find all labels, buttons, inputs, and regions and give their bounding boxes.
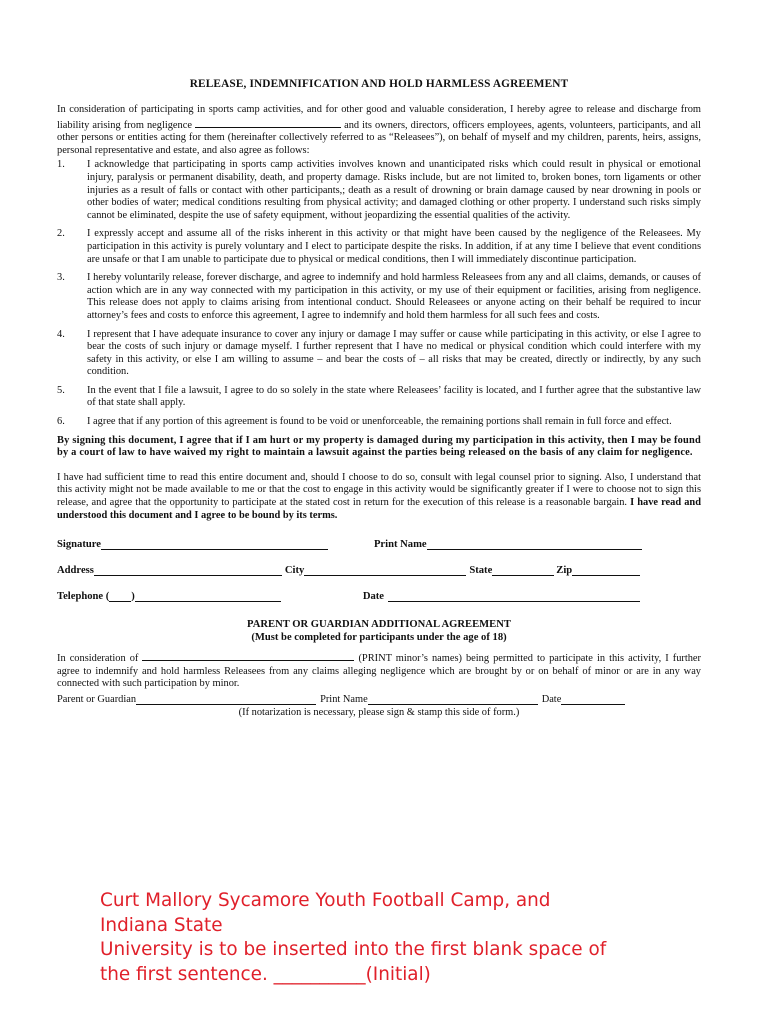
document-title: RELEASE, INDEMNIFICATION AND HOLD HARMLESS AGREEMENT — [189, 78, 569, 90]
item-number: 2. — [57, 228, 65, 240]
parent-paragraph — [57, 650, 701, 691]
address-label: Address — [57, 565, 94, 577]
signature-field[interactable] — [101, 538, 328, 550]
item-number: 1. — [57, 159, 65, 171]
item-text: I expressly accept and assume all of the risks inherent in this activity or that might have been caused by the negligence of the Releasees. My participation in this activity is purely voluntary and I elect to participate despite the risks. In addition, if at any time I believe that event conditions are unsafe or that I am unable to participate due to physical or medical conditions, then I will immediately discontinue participation. — [87, 228, 701, 265]
item-text: I hereby voluntarily release, forever discharge, and agree to indemnify and hold harmless Releasees from any and all claims, demands, or causes of action which are in any way connected with my participation in this activity, or my use of their equipment or facilities, arising from negligence. This release does not apply to claims arising from intentional conduct. Should Releasees or anyone acting on their behalf be required to incur attorney’s fees and costs to enforce this agreement, I agree to indemnify and hold them harmless for all such fees and costs. — [87, 272, 701, 321]
date-label: Date — [362, 591, 385, 603]
item-text: I represent that I have adequate insurance to cover any injury or damage I may suffer or cause while participating in this activity, or else I agree to bear the costs of such injury or damage myself. I further represent that I have no medical or physical condition which could interfere with my safety in this activity, or else I am willing to assume – and bear the costs of – all risks that may be created, directly or indirectly, by any such condition. — [87, 328, 701, 378]
address-row — [57, 564, 701, 576]
item-number: 4. — [57, 328, 65, 340]
signature-label: Signature — [57, 539, 101, 551]
list-item — [57, 385, 701, 410]
guardian-date-field[interactable] — [561, 693, 625, 705]
item-text: I acknowledge that participating in sports camp activities involves known and unanticipated risks which could result in physical or emotional injury, paralysis or permanent disability, death, and property damage. Risks include, but are not limited to, broken bones, torn ligaments or other injuries as a result of falls or contact with other participants,; death as a result of drowning or brain damage caused by near drowning in pools or other bodies of water; medical conditions resulting from physical activity; and damaged clothing or other property. I understand such risks simply cannot be eliminated, despite the use of safety equipment, without jeopardizing the essential qualities of the activity. — [87, 159, 701, 221]
zip-field[interactable] — [572, 564, 640, 576]
guardian-signature-field[interactable] — [136, 693, 316, 705]
parent-title: PARENT OR GUARDIAN ADDITIONAL AGREEMENT — [247, 619, 511, 631]
parent-text-part2: (PRINT minor’s names) being permitted to participate in this activity, I further agree to indemnify and hold harmless Releasees from any claims alleging negligence which are brought by or on behalf of minor or are in any way connected with such participation by minor. — [57, 653, 702, 690]
area-code-field[interactable] — [109, 590, 131, 602]
parent-section-title — [57, 618, 701, 644]
item-text: I agree that if any portion of this agreement is found to be void or unenforceable, the remaining portions shall remain in full force and effect. — [87, 416, 672, 428]
date-field[interactable] — [388, 590, 640, 602]
list-item — [57, 272, 701, 322]
acknowledgment-bold-text: I have read and understood this document and I agree to be bound by its terms. — [57, 497, 701, 521]
intro-text-part2: and its owners, directors, officers employees, agents, volunteers, participants, and all other persons or entities acting for them (hereinafter collectively referred to as “Releasees”), on behalf of myself and my children, parents, heirs, assigns, personal representative and estate, and also agree as follows: — [57, 119, 701, 156]
signing-statement: By signing this document, I agree that if I am hurt or my property is damaged during my participation in this activity, then I may be found by a court of law to have waived my right to maintain a lawsuit against the parties being released on the basis of any claim for negligence. — [57, 434, 701, 459]
list-item — [57, 329, 701, 379]
intro-paragraph — [57, 104, 701, 157]
state-field[interactable] — [492, 564, 554, 576]
telephone-label: Telephone ( — [57, 591, 110, 603]
inserted-instruction-note — [100, 889, 620, 987]
note-line-2: University is to be inserted into the first blank space of the first sentence. __________(Initial) — [100, 939, 607, 985]
signature-row — [57, 538, 701, 550]
notarization-note: (If notarization is necessary, please sign & stamp this side of form.) — [238, 707, 520, 718]
agreement-body — [57, 78, 701, 718]
state-label: State — [469, 565, 493, 577]
list-item — [57, 416, 701, 429]
item-number: 5. — [57, 384, 65, 396]
guardian-date-label: Date — [541, 694, 562, 705]
list-item — [57, 159, 701, 222]
item-number: 6. — [57, 416, 65, 428]
intro-text-part1: In consideration of participating in sports camp activities, and for other good and valuable consideration, I hereby agree to release and discharge from liability arising from negligence — [57, 104, 701, 131]
parent-subtitle: (Must be completed for participants under the age of 18) — [251, 632, 507, 644]
parent-text-part1: In consideration of — [57, 653, 139, 665]
releasee-blank-line[interactable] — [195, 117, 341, 128]
list-item — [57, 228, 701, 266]
guardian-print-name-field[interactable] — [368, 693, 538, 705]
city-label: City — [284, 565, 305, 577]
acknowledgment-paragraph — [57, 472, 701, 522]
guardian-row — [57, 693, 701, 705]
guardian-label: Parent or Guardian — [57, 694, 137, 705]
guardian-print-name-label: Print Name — [320, 694, 368, 705]
telephone-row — [57, 590, 701, 602]
acknowledgment-text: I have had sufficient time to read this entire document and, should I choose to do so, consult with legal counsel prior to signing. Also, I understand that this activity might not be made available to me or that the cost to engage in this activity would be significantly greater if I were to choose not to sign this release, and agree that the opportunity to participate at the stated cost in return for the execution of this release is a reasonable bargain. — [57, 471, 701, 509]
telephone-field[interactable] — [135, 590, 281, 602]
city-field[interactable] — [304, 564, 466, 576]
zip-label: Zip — [556, 565, 573, 577]
item-number: 3. — [57, 272, 65, 284]
telephone-paren: ) — [131, 591, 135, 603]
print-name-label: Print Name — [373, 539, 427, 551]
address-field[interactable] — [94, 564, 282, 576]
terms-list — [57, 159, 701, 428]
print-name-field[interactable] — [427, 538, 642, 550]
minor-name-field[interactable] — [142, 650, 354, 661]
item-text: In the event that I file a lawsuit, I agree to do so solely in the state where Releasees’ facility is located, and I further agree that the substantive law of that state shall apply. — [87, 384, 701, 409]
note-line-1: Curt Mallory Sycamore Youth Football Camp, and Indiana State — [100, 890, 551, 936]
